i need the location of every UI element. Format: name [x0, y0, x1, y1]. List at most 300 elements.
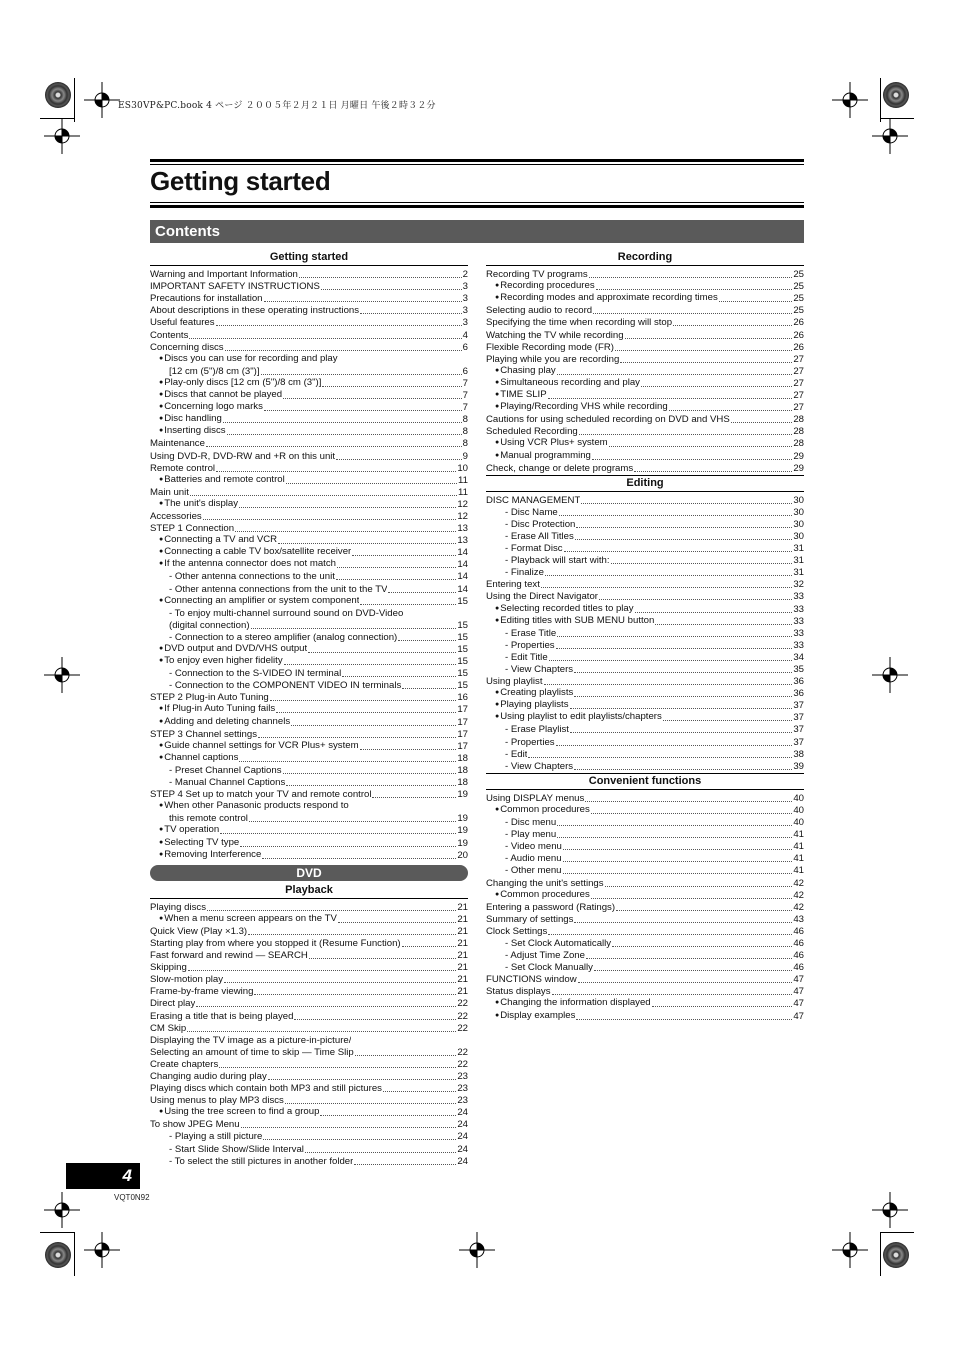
toc-entry[interactable] — [150, 523, 468, 535]
toc-entry[interactable] — [486, 628, 804, 640]
toc-entry-title: - Format Disc — [505, 543, 563, 555]
toc-entry-title: FUNCTIONS window — [486, 974, 577, 986]
toc-entry[interactable] — [150, 998, 468, 1010]
dot-leader — [336, 579, 456, 580]
toc-entry-title: - Other antenna connections from the unit to the TV — [169, 583, 388, 595]
dot-leader — [402, 688, 456, 689]
toc-entry-page: 21 — [457, 937, 468, 949]
toc-entry[interactable] — [150, 1156, 468, 1168]
toc-entry-title: ● Connecting an amplifier or system component — [159, 596, 359, 608]
toc-entry[interactable] — [150, 704, 468, 716]
toc-entry[interactable] — [486, 378, 804, 390]
toc-entry-page: 22 — [457, 1046, 468, 1058]
toc-entry[interactable] — [150, 1035, 468, 1047]
toc-entry[interactable] — [486, 736, 804, 748]
toc-entry[interactable] — [150, 974, 468, 986]
toc-entry-page: 22 — [457, 1010, 468, 1022]
dot-leader — [299, 277, 462, 278]
dot-leader — [579, 434, 793, 435]
dot-leader — [227, 434, 462, 435]
toc-entry-page: 40 — [793, 804, 804, 816]
toc-entry[interactable] — [486, 676, 804, 688]
toc-entry-title: Concerning discs — [150, 341, 224, 353]
toc-entry[interactable] — [486, 865, 804, 877]
toc-entry-page: 36 — [793, 676, 804, 688]
toc-entry-title: Scheduled Recording — [486, 426, 578, 438]
toc-entry-title: - View Chapters — [505, 760, 574, 772]
toc-entry-page: 22 — [457, 998, 468, 1010]
toc-entry-title: ● Playing/Recording VHS while recording — [495, 402, 668, 414]
toc-entry-title: ● DVD output and DVD/VHS output — [159, 644, 307, 656]
dot-leader — [609, 446, 793, 447]
toc-entry[interactable] — [486, 986, 804, 998]
dot-leader — [581, 503, 792, 504]
dot-leader — [207, 910, 456, 911]
dot-leader — [239, 507, 456, 508]
toc-entry-page: 15 — [457, 644, 468, 655]
toc-entry[interactable] — [486, 579, 804, 591]
toc-entry[interactable] — [150, 656, 468, 668]
crosshair-mark-icon — [44, 657, 80, 693]
toc-entry[interactable] — [486, 700, 804, 712]
toc-entry-title: ● Play-only discs [12 cm (5")/8 cm (3")] — [159, 378, 321, 390]
dot-leader — [286, 785, 456, 786]
toc-entry-title: Selecting audio to record — [486, 305, 593, 317]
toc-entry[interactable] — [486, 591, 804, 603]
toc-entry[interactable] — [150, 366, 468, 378]
toc-entry[interactable] — [486, 616, 804, 628]
toc-entry[interactable] — [150, 837, 468, 849]
toc-entry-title: ● TIME SLIP — [495, 390, 547, 402]
toc-entry[interactable] — [486, 902, 804, 914]
toc-entry-page: 32 — [793, 579, 804, 591]
page-title: Getting started — [150, 166, 331, 196]
dot-leader — [605, 886, 793, 887]
dot-leader — [241, 1127, 457, 1128]
toc-entry-page: 22 — [457, 1058, 468, 1070]
toc-entry[interactable] — [150, 378, 468, 390]
toc-entry-title: ● Recording procedures — [495, 281, 595, 293]
dot-leader — [625, 338, 793, 339]
toc-entry[interactable] — [486, 938, 804, 950]
dot-leader — [283, 773, 457, 774]
toc-entry-title: Entering a password (Ratings) — [486, 901, 616, 913]
toc-entry[interactable] — [486, 507, 804, 519]
toc-entry[interactable] — [486, 317, 804, 329]
toc-entry[interactable] — [486, 1010, 804, 1022]
toc-entry[interactable] — [150, 450, 468, 462]
toc-entry[interactable] — [150, 305, 468, 317]
crop-line — [40, 1232, 74, 1233]
toc-entry[interactable] — [150, 1059, 468, 1071]
toc-entry-page: 31 — [793, 555, 804, 567]
toc-entry-title: - Set Clock Manually — [505, 962, 593, 974]
toc-entry[interactable] — [486, 390, 804, 402]
toc-entry-title: - Connection to a stereo amplifier (analog connection) — [169, 631, 398, 643]
toc-entry-page: 30 — [793, 506, 804, 518]
toc-entry[interactable] — [150, 620, 468, 632]
dot-leader — [591, 813, 793, 814]
toc-entry[interactable] — [150, 499, 468, 511]
toc-entry[interactable] — [486, 712, 804, 724]
toc-entry[interactable] — [486, 998, 804, 1010]
toc-entry[interactable] — [486, 890, 804, 902]
dot-leader — [203, 519, 457, 520]
toc-entry[interactable] — [486, 543, 804, 555]
toc-entry-title: Starting play from where you stopped it (Resume Function) — [150, 937, 401, 949]
dot-leader — [308, 652, 456, 653]
toc-entry-page: 33 — [793, 591, 804, 603]
toc-entry-title: - Other antenna connections to the unit — [169, 571, 335, 583]
toc-entry[interactable] — [486, 853, 804, 865]
crosshair-mark-icon — [832, 82, 868, 118]
toc-entry[interactable] — [486, 293, 804, 305]
toc-entry-page: 26 — [793, 317, 804, 329]
toc-entry-page: 28 — [793, 438, 804, 450]
toc-entry[interactable] — [150, 269, 468, 281]
toc-entry[interactable] — [150, 644, 468, 656]
toc-entry[interactable] — [150, 414, 468, 426]
toc-entry[interactable] — [486, 305, 804, 317]
crosshair-mark-icon — [44, 1192, 80, 1228]
toc-entry-page: 24 — [457, 1155, 468, 1167]
toc-entry[interactable] — [150, 850, 468, 862]
toc-entry[interactable] — [150, 559, 468, 571]
toc-entry[interactable] — [486, 817, 804, 829]
toc-entry[interactable] — [150, 475, 468, 487]
toc-entry-title: Quick View (Play ×1.3) — [150, 925, 248, 937]
toc-entry[interactable] — [486, 962, 804, 974]
toc-entry[interactable] — [486, 841, 804, 853]
toc-entry[interactable] — [150, 281, 468, 293]
toc-entry[interactable] — [150, 902, 468, 914]
dot-leader — [549, 660, 793, 661]
dot-leader — [574, 672, 792, 673]
toc-entry-title: Status displays — [486, 986, 551, 998]
toc-entry-page: 24 — [457, 1119, 468, 1131]
toc-entry[interactable] — [150, 950, 468, 962]
toc-entry-title: Useful features — [150, 317, 215, 329]
toc-entry[interactable] — [150, 354, 468, 366]
toc-entry[interactable] — [150, 1131, 468, 1143]
toc-entry[interactable] — [486, 269, 804, 281]
toc-entry-page: 4 — [462, 329, 468, 341]
toc-entry[interactable] — [486, 531, 804, 543]
toc-entry[interactable] — [486, 877, 804, 889]
toc-entry[interactable] — [150, 729, 468, 741]
toc-entry[interactable] — [486, 603, 804, 615]
toc-entry[interactable] — [150, 535, 468, 547]
toc-entry[interactable] — [150, 938, 468, 950]
dot-leader — [254, 994, 456, 995]
toc-entry-page: 41 — [793, 865, 804, 877]
toc-entry-page: 7 — [462, 377, 468, 389]
toc-entry[interactable] — [486, 414, 804, 426]
dot-leader — [235, 531, 456, 532]
toc-entry[interactable] — [150, 716, 468, 728]
toc-entry-page: 19 — [457, 789, 468, 801]
dot-leader — [338, 922, 456, 923]
dot-leader — [251, 628, 457, 629]
toc-entry[interactable] — [486, 463, 804, 475]
toc-entry[interactable] — [486, 426, 804, 438]
toc-entry-page: 24 — [457, 1143, 468, 1155]
toc-entry-page: 29 — [793, 450, 804, 462]
toc-entry[interactable] — [486, 555, 804, 567]
toc-entry[interactable] — [150, 1010, 468, 1022]
dot-leader — [641, 386, 792, 387]
toc-entry-title: - Disc Protection — [505, 518, 576, 530]
toc-entry-page: 31 — [793, 543, 804, 555]
toc-entry[interactable] — [150, 777, 468, 789]
toc-entry-title: - Audio menu — [505, 853, 562, 865]
toc-entry-title: Using DVD-R, DVD-RW and +R on this unit — [150, 450, 336, 462]
toc-entry[interactable] — [486, 950, 804, 962]
toc-entry-title: - Edit Title — [505, 651, 548, 663]
toc-entry-page: 28 — [793, 414, 804, 426]
toc-entry-title: ● Chasing play — [495, 366, 556, 378]
dot-leader — [220, 833, 456, 834]
dot-leader — [248, 934, 456, 935]
toc-entry-title: Fast forward and rewind — SEARCH — [150, 950, 308, 962]
toc-entry-title: this remote control — [169, 813, 248, 825]
crosshair-mark-icon — [44, 118, 80, 154]
toc-entry-page: 41 — [793, 829, 804, 841]
toc-entry[interactable] — [486, 793, 804, 805]
toc-entry-page: 27 — [793, 402, 804, 414]
toc-entry[interactable] — [150, 813, 468, 825]
toc-entry-page: 13 — [457, 523, 468, 535]
toc-entry[interactable] — [150, 596, 468, 608]
page-number: 4 — [66, 1163, 140, 1189]
dot-leader — [383, 1091, 456, 1092]
dot-leader — [574, 769, 792, 770]
toc-entry-page: 8 — [462, 426, 468, 438]
toc-entry[interactable] — [150, 1107, 468, 1119]
dot-leader — [305, 1152, 456, 1153]
toc-entry[interactable] — [150, 801, 468, 813]
dot-leader — [276, 712, 456, 713]
toc-entry[interactable] — [150, 825, 468, 837]
toc-entry[interactable] — [150, 926, 468, 938]
toc-entry[interactable] — [150, 986, 468, 998]
toc-entry-page: 42 — [793, 889, 804, 901]
toc-entry[interactable] — [150, 583, 468, 595]
toc-entry-title: Using playlist — [486, 676, 543, 688]
dot-leader — [398, 640, 456, 641]
toc-entry[interactable] — [150, 487, 468, 499]
toc-entry[interactable] — [150, 293, 468, 305]
toc-entry[interactable] — [486, 450, 804, 462]
dot-leader — [258, 737, 456, 738]
toc-entry[interactable] — [150, 789, 468, 801]
toc-entry-page: 24 — [457, 1107, 468, 1119]
toc-entry[interactable] — [150, 765, 468, 777]
toc-entry-title: Displaying the TV image as a picture-in-picture/ — [150, 1034, 352, 1046]
toc-entry-page: 47 — [793, 974, 804, 986]
crosshair-mark-icon — [832, 1232, 868, 1268]
dot-leader — [388, 592, 456, 593]
toc-entry-page: 24 — [457, 1131, 468, 1143]
toc-entry[interactable] — [150, 547, 468, 559]
toc-entry[interactable] — [486, 402, 804, 414]
toc-entry-title: ● Using playlist to edit playlists/chapters — [495, 712, 662, 724]
toc-entry[interactable] — [150, 1071, 468, 1083]
toc-entry[interactable] — [486, 281, 804, 293]
toc-entry[interactable] — [150, 342, 468, 354]
toc-entry[interactable] — [150, 463, 468, 475]
toc-entry[interactable] — [150, 608, 468, 620]
toc-entry-page: 18 — [457, 752, 468, 764]
dot-leader — [285, 1103, 456, 1104]
toc-entry[interactable] — [486, 438, 804, 450]
dot-leader — [188, 970, 457, 971]
toc-entry[interactable] — [150, 329, 468, 341]
title-rule-top-thin — [150, 164, 804, 165]
toc-entry[interactable] — [150, 1047, 468, 1059]
toc-entry[interactable] — [150, 426, 468, 438]
toc-entry-title: - Erase Title — [505, 627, 557, 639]
toc-entry[interactable] — [150, 753, 468, 765]
toc-entry[interactable] — [486, 519, 804, 531]
toc-entry[interactable] — [150, 511, 468, 523]
toc-entry[interactable] — [486, 640, 804, 652]
print-registration-disc — [45, 82, 71, 108]
toc-entry[interactable] — [150, 571, 468, 583]
dot-leader — [635, 612, 793, 613]
toc-entry-page: 28 — [793, 426, 804, 438]
dot-leader — [570, 732, 792, 733]
toc-entry[interactable] — [486, 974, 804, 986]
dot-leader — [576, 527, 792, 528]
toc-entry[interactable] — [150, 1083, 468, 1095]
toc-entry-page: 18 — [457, 764, 468, 776]
toc-entry-page: 15 — [457, 619, 468, 631]
toc-entry-title: ● Batteries and remote control — [159, 475, 285, 487]
toc-entry-title: - Set Clock Automatically — [505, 937, 612, 949]
toc-entry-title: ● When a menu screen appears on the TV — [159, 914, 337, 926]
toc-entry-page: 47 — [793, 998, 804, 1010]
crop-line — [880, 78, 881, 122]
dot-leader — [264, 410, 462, 411]
dot-leader — [556, 745, 793, 746]
dot-leader — [309, 958, 457, 959]
toc-entry[interactable] — [150, 741, 468, 753]
toc-entry[interactable] — [486, 652, 804, 664]
toc-entry-page: 21 — [457, 901, 468, 913]
toc-entry-title: - Properties — [505, 736, 555, 748]
toc-entry-title: Playing discs which contain both MP3 and still pictures — [150, 1083, 382, 1095]
crosshair-mark-icon — [459, 1232, 495, 1268]
toc-entry[interactable] — [486, 761, 804, 773]
dot-leader — [263, 1139, 456, 1140]
toc-entry[interactable] — [486, 354, 804, 366]
toc-entry-page: 27 — [793, 377, 804, 389]
toc-entry-page: 43 — [793, 913, 804, 925]
toc-entry[interactable] — [150, 402, 468, 414]
toc-entry[interactable] — [150, 668, 468, 680]
toc-entry-page: 15 — [457, 656, 468, 668]
toc-entry[interactable] — [486, 342, 804, 354]
toc-entry-title: ● Connecting a TV and VCR — [159, 535, 277, 547]
toc-entry-title: DISC MANAGEMENT — [486, 494, 581, 506]
toc-entry-title: ● Inserting discs — [159, 426, 226, 438]
dot-leader — [612, 946, 792, 947]
toc-left-column — [150, 251, 468, 1168]
dot-leader — [270, 700, 457, 701]
toc-entry[interactable] — [486, 495, 804, 507]
toc-entry-title: ● To enjoy even higher fidelity — [159, 656, 283, 668]
toc-entry[interactable] — [150, 1143, 468, 1155]
toc-entry[interactable] — [150, 1095, 468, 1107]
toc-entry-page: 30 — [793, 530, 804, 542]
toc-entry-title: Contents — [150, 329, 189, 341]
dot-leader — [557, 825, 792, 826]
toc-entry[interactable] — [150, 390, 468, 402]
toc-entry[interactable] — [150, 914, 468, 926]
toc-entry[interactable] — [150, 692, 468, 704]
toc-entry[interactable] — [486, 724, 804, 736]
toc-entry-title: Flexible Recording mode (FR) — [486, 341, 614, 353]
toc-entry[interactable] — [486, 914, 804, 926]
dot-leader — [342, 676, 456, 677]
toc-entry[interactable] — [486, 688, 804, 700]
toc-entry[interactable] — [486, 329, 804, 341]
toc-entry[interactable] — [486, 805, 804, 817]
toc-entry-page: 15 — [457, 668, 468, 680]
toc-entry[interactable] — [486, 567, 804, 579]
toc-entry-title: ● When other Panasonic products respond to — [159, 801, 349, 813]
toc-entry-title: Remote control — [150, 462, 216, 474]
toc-entry-title: Using DISPLAY menus — [486, 792, 585, 804]
dot-leader — [219, 1067, 456, 1068]
crosshair-mark-icon — [872, 657, 908, 693]
crop-line — [880, 118, 914, 119]
toc-entry[interactable] — [150, 1119, 468, 1131]
dot-leader — [574, 696, 792, 697]
toc-entry[interactable] — [486, 926, 804, 938]
toc-entry-title: ● If the antenna connector does not match — [159, 559, 336, 571]
toc-entry[interactable] — [150, 317, 468, 329]
toc-entry-page: 8 — [462, 438, 468, 450]
toc-entry[interactable] — [150, 962, 468, 974]
dot-leader — [402, 946, 457, 947]
toc-entry-page: 26 — [793, 341, 804, 353]
toc-entry-title: Skipping — [150, 962, 187, 974]
toc-entry-page: 21 — [457, 974, 468, 986]
toc-entry-page: 27 — [793, 353, 804, 365]
toc-entry-page: 35 — [793, 664, 804, 675]
toc-entry[interactable] — [150, 680, 468, 692]
toc-entry[interactable] — [486, 366, 804, 378]
toc-entry-page: 17 — [457, 704, 468, 716]
toc-entry-page: 31 — [793, 567, 804, 579]
toc-entry-title: ● Removing Interference — [159, 850, 261, 862]
toc-entry[interactable] — [150, 1023, 468, 1035]
toc-entry[interactable] — [150, 632, 468, 644]
toc-entry-page: 13 — [457, 535, 468, 547]
toc-entry-title: ● Disc handling — [159, 414, 222, 426]
toc-entry[interactable] — [486, 664, 804, 676]
toc-entry-page: 39 — [793, 760, 804, 772]
toc-entry[interactable] — [150, 438, 468, 450]
dot-leader — [286, 483, 457, 484]
toc-entry-page: 37 — [793, 712, 804, 724]
toc-entry[interactable] — [486, 749, 804, 761]
dot-leader — [731, 422, 793, 423]
toc-entry-page: 36 — [793, 688, 804, 700]
toc-entry[interactable] — [486, 829, 804, 841]
